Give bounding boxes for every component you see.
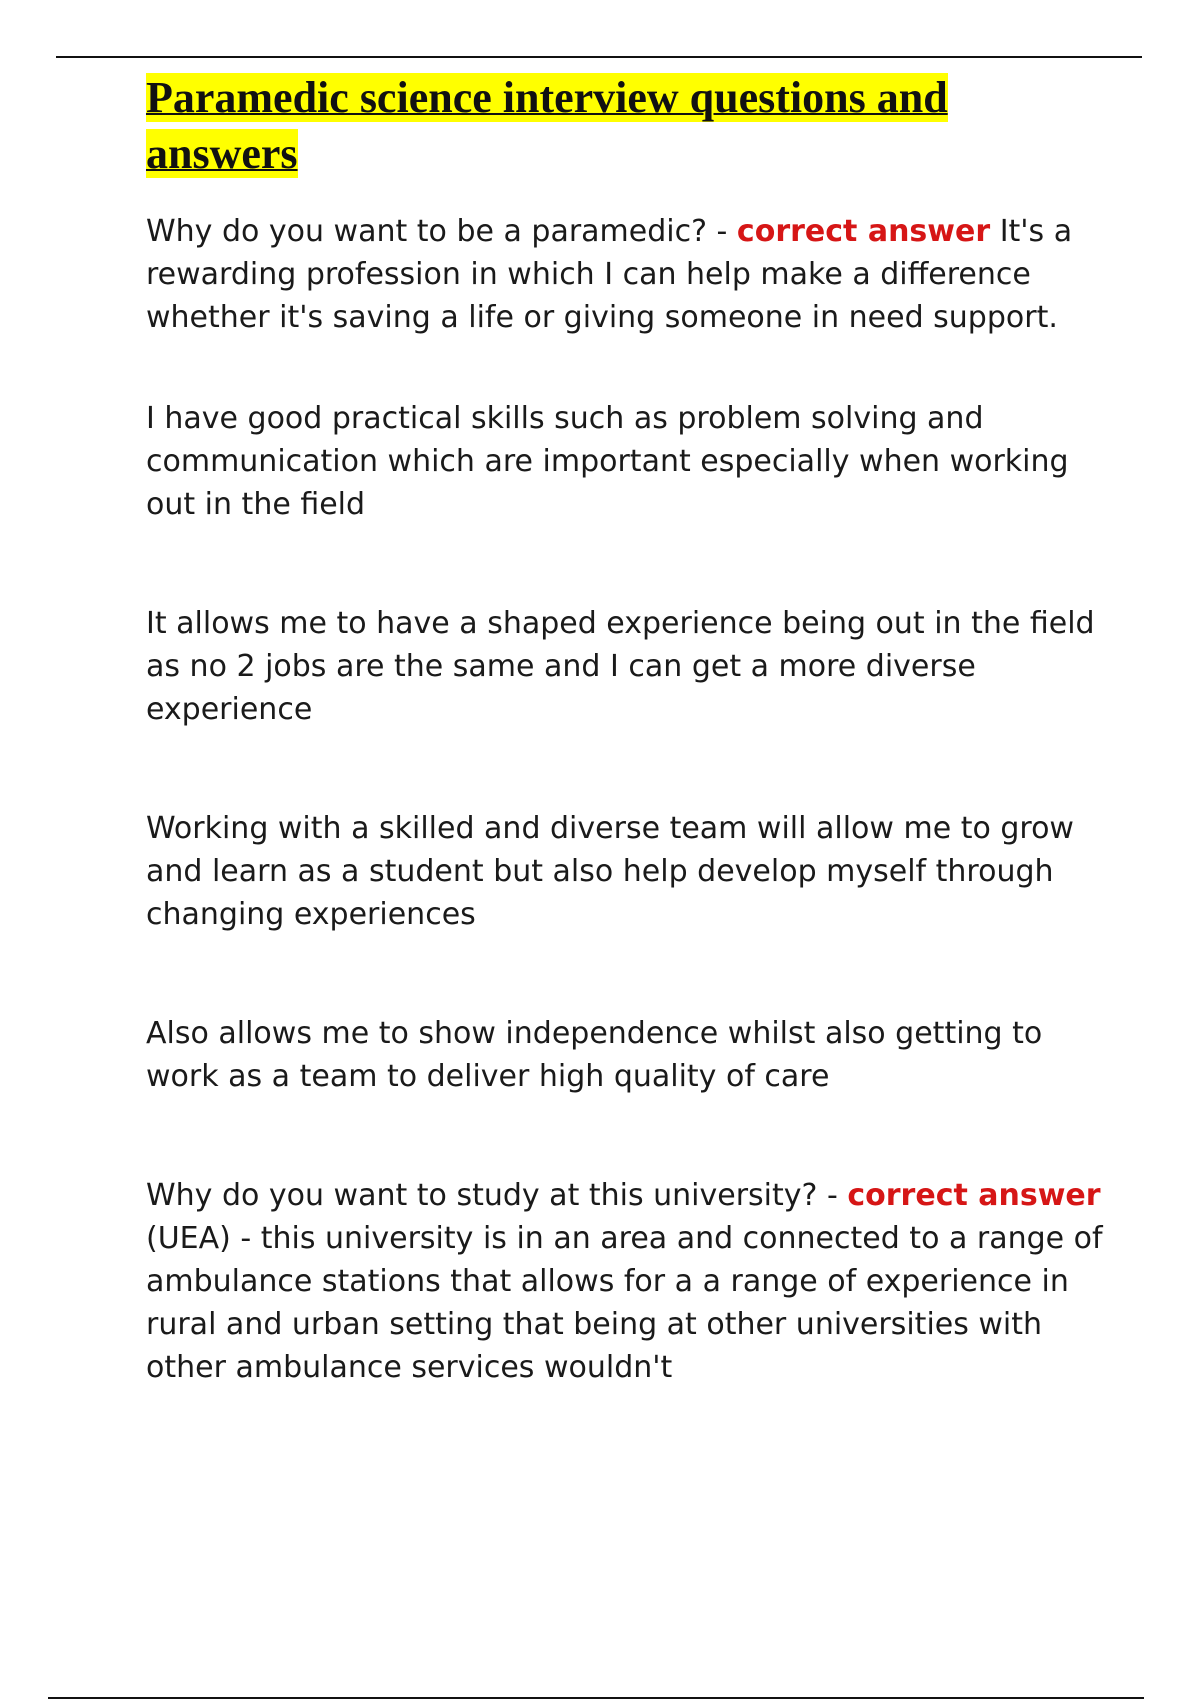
answer-text: It's a rewarding profession in which I can help make a difference whether it's saving a life or giving someone in need support. [146, 214, 1073, 335]
bottom-rule [48, 1697, 1144, 1699]
document-title [146, 70, 1106, 182]
answer-label: correct answer [736, 214, 991, 249]
answer-text: (UEA) - this university is in an area and connected to a range of ambulance stations that allows for a a range of experience in rural and urban setting that being at other universities with other ambulance services wouldn't [146, 1221, 1103, 1385]
answer-label: correct answer [847, 1178, 1101, 1213]
qa-2-question-paragraph [146, 1174, 1106, 1389]
qa-1-point-4: Also allows me to show independence whilst also getting to work as a team to deliver high quality of care [146, 1016, 1043, 1094]
question-text: Why do you want to be a paramedic? - [146, 214, 737, 249]
qa-1-question-paragraph [146, 210, 1106, 339]
qa-1-point-2: It allows me to have a shaped experience being out in the field as no 2 jobs are the same and I can get a more diverse experience [146, 606, 1095, 727]
question-text: Why do you want to study at this university? - [146, 1178, 848, 1213]
top-rule [56, 56, 1142, 58]
document-page [146, 70, 1106, 1385]
title-highlight: Paramedic science interview questions and answers [146, 73, 948, 178]
qa-1-point-3: Working with a skilled and diverse team will allow me to grow and learn as a student but also help develop myself through changing experiences [146, 811, 1074, 932]
qa-1-point-1: I have good practical skills such as problem solving and communication which are important especially when working out in the field [146, 401, 1069, 522]
